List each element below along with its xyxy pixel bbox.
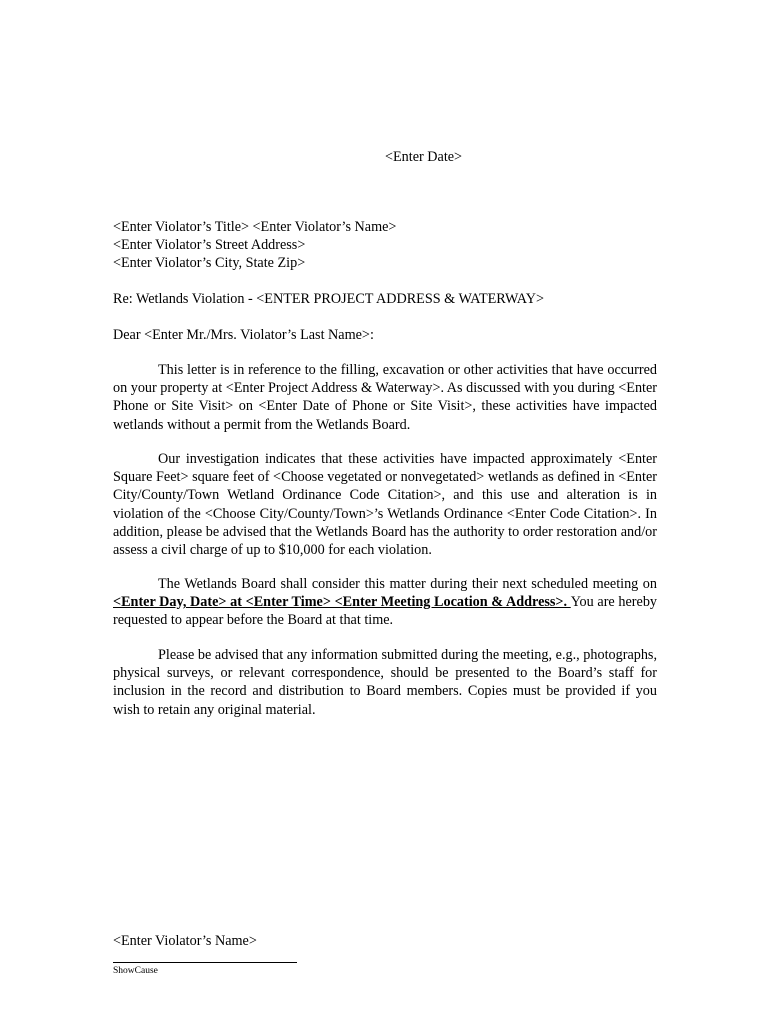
paragraph-3-text-after: You are hereby requested to appear before the Board at that time.: [113, 594, 658, 629]
signature-name: <Enter Violator’s Name>: [113, 933, 257, 949]
re-line: Re: Wetlands Violation - <ENTER PROJECT ADDRESS & WATERWAY>: [113, 291, 544, 307]
footer-divider: [113, 962, 297, 963]
address-line-street: <Enter Violator’s Street Address>: [113, 237, 306, 253]
salutation: Dear <Enter Mr./Mrs. Violator’s Last Name>:: [113, 327, 374, 343]
paragraph-4-text: Please be advised that any information submitted during the meeting, e.g., photographs, physical surveys, or relevant correspondence, should be presented to the Board’s staff for inclusion in the record and distribution to Board members. Copies must be provided if you wish to retain any original material.: [113, 647, 657, 718]
paragraph-2: [113, 450, 657, 559]
paragraph-1: [113, 361, 657, 434]
footer-label: ShowCause: [113, 966, 158, 976]
address-line-title-name: <Enter Violator’s Title> <Enter Violator’s Name>: [113, 219, 397, 235]
paragraph-3: [113, 575, 657, 630]
meeting-details: <Enter Day, Date> at <Enter Time> <Enter Meeting Location & Address>.: [113, 594, 571, 611]
address-line-city-state-zip: <Enter Violator’s City, State Zip>: [113, 255, 306, 271]
paragraph-4: [113, 646, 657, 719]
paragraph-2-text: Our investigation indicates that these activities have impacted approximately <Enter Square Feet> square feet of <Choose vegetated or nonvegetated> wetlands as defined in <Enter City/County/Town Wetland Ordinance Code Citation>, and this use and alteration is in violation of the <Choose City/County/Town>’s Wetlands Ordinance <Enter Code Citation>. In addition, please be advised that the Wetlands Board has the authority to order restoration and/or assess a civil charge of up to $10,000 for each violation.: [113, 451, 657, 559]
letter-date: <Enter Date>: [385, 149, 463, 165]
paragraph-1-text: This letter is in reference to the filling, excavation or other activities that have occurred on your property at <Enter Project Address & Waterway>. As discussed with you during <Enter Phone or Site Visit> on <Enter Date of Phone or Site Visit>, these activities have impacted wetlands without a permit from the Wetlands Board.: [113, 362, 657, 433]
paragraph-3-text-before: The Wetlands Board shall consider this matter during their next scheduled meeting on: [158, 576, 657, 592]
